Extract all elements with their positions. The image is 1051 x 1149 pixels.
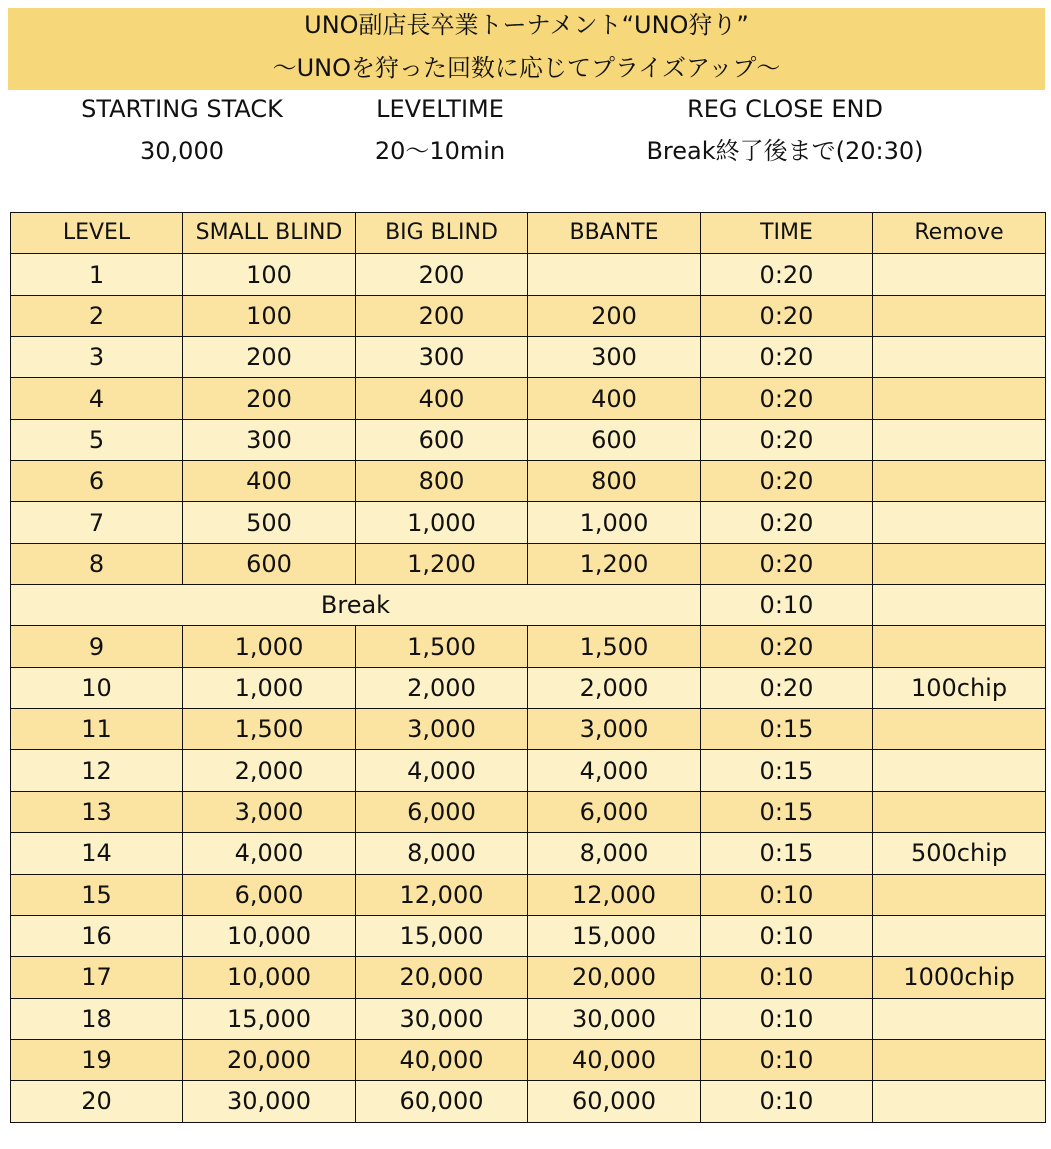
cell-bb: 60,000: [356, 1081, 528, 1122]
cell-time: 0:20: [701, 626, 873, 667]
title-banner: [8, 8, 1045, 90]
cell-ante: [528, 254, 701, 295]
cell-bb: 20,000: [356, 957, 528, 998]
cell-sb: 500: [183, 502, 356, 543]
starting-stack-value: 30,000: [140, 137, 224, 165]
cell-ante: 1,200: [528, 543, 701, 584]
cell-sb: 3,000: [183, 791, 356, 832]
level-time-label: LEVELTIME: [376, 95, 504, 123]
cell-ante: 30,000: [528, 998, 701, 1039]
cell-sb: 1,000: [183, 626, 356, 667]
break-label: Break: [11, 585, 701, 626]
cell-remove: [873, 378, 1046, 419]
cell-remove: [873, 502, 1046, 543]
table-row: [11, 295, 1046, 336]
cell-ante: 200: [528, 295, 701, 336]
cell-level: 3: [11, 337, 183, 378]
cell-level: 6: [11, 461, 183, 502]
cell-ante: 12,000: [528, 874, 701, 915]
cell-level: 16: [11, 915, 183, 956]
header-time: TIME: [701, 213, 873, 254]
cell-level: 20: [11, 1081, 183, 1122]
cell-bb: 200: [356, 254, 528, 295]
cell-remove: [873, 750, 1046, 791]
table-row: [11, 543, 1046, 584]
cell-time: 0:15: [701, 750, 873, 791]
table-row: [11, 709, 1046, 750]
cell-bb: 12,000: [356, 874, 528, 915]
cell-level: 1: [11, 254, 183, 295]
cell-sb: 10,000: [183, 957, 356, 998]
cell-bb: 3,000: [356, 709, 528, 750]
cell-sb: 6,000: [183, 874, 356, 915]
level-time-value: 20〜10min: [374, 137, 506, 165]
cell-time: 0:10: [701, 957, 873, 998]
table-row: [11, 1039, 1046, 1080]
table-row: [11, 750, 1046, 791]
cell-time: 0:10: [701, 998, 873, 1039]
cell-ante: 1,000: [528, 502, 701, 543]
break-row: [11, 585, 1046, 626]
cell-sb: 600: [183, 543, 356, 584]
table-header-row: [11, 213, 1046, 254]
cell-time: 0:10: [701, 874, 873, 915]
table-row: [11, 998, 1046, 1039]
cell-bb: 8,000: [356, 833, 528, 874]
header-bb-ante: BBANTE: [528, 213, 701, 254]
cell-bb: 4,000: [356, 750, 528, 791]
cell-bb: 40,000: [356, 1039, 528, 1080]
cell-ante: 2,000: [528, 667, 701, 708]
cell-ante: 600: [528, 419, 701, 460]
table-row: [11, 254, 1046, 295]
table-row: [11, 957, 1046, 998]
cell-bb: 800: [356, 461, 528, 502]
cell-time: 0:20: [701, 378, 873, 419]
cell-remove: [873, 1081, 1046, 1122]
cell-sb: 1,000: [183, 667, 356, 708]
cell-remove: [873, 585, 1046, 626]
cell-sb: 1,500: [183, 709, 356, 750]
cell-sb: 10,000: [183, 915, 356, 956]
table-row: [11, 419, 1046, 460]
tournament-subtitle: 〜UNOを狩った回数に応じてプライズアップ〜: [272, 54, 781, 82]
cell-time: 0:15: [701, 833, 873, 874]
header-remove: Remove: [873, 213, 1046, 254]
cell-level: 14: [11, 833, 183, 874]
cell-ante: 60,000: [528, 1081, 701, 1122]
cell-level: 18: [11, 998, 183, 1039]
cell-sb: 100: [183, 254, 356, 295]
cell-level: 13: [11, 791, 183, 832]
cell-level: 10: [11, 667, 183, 708]
cell-bb: 1,000: [356, 502, 528, 543]
reg-close-value: Break終了後まで(20:30): [646, 137, 924, 165]
cell-time: 0:15: [701, 791, 873, 832]
cell-remove: [873, 543, 1046, 584]
cell-time: 0:10: [701, 1039, 873, 1080]
cell-time: 0:10: [701, 915, 873, 956]
table-row: [11, 337, 1046, 378]
cell-sb: 200: [183, 337, 356, 378]
cell-time: 0:10: [701, 585, 873, 626]
cell-sb: 15,000: [183, 998, 356, 1039]
cell-ante: 40,000: [528, 1039, 701, 1080]
cell-bb: 300: [356, 337, 528, 378]
cell-level: 19: [11, 1039, 183, 1080]
cell-sb: 200: [183, 378, 356, 419]
blind-structure-table: [10, 212, 1046, 1123]
table-row: [11, 833, 1046, 874]
cell-remove: [873, 254, 1046, 295]
reg-close-label: REG CLOSE END: [687, 95, 883, 123]
cell-time: 0:20: [701, 502, 873, 543]
cell-bb: 400: [356, 378, 528, 419]
cell-remove: [873, 419, 1046, 460]
cell-time: 0:20: [701, 461, 873, 502]
cell-sb: 20,000: [183, 1039, 356, 1080]
cell-remove: 500chip: [873, 833, 1046, 874]
cell-ante: 15,000: [528, 915, 701, 956]
header-big-blind: BIG BLIND: [356, 213, 528, 254]
cell-ante: 3,000: [528, 709, 701, 750]
cell-level: 9: [11, 626, 183, 667]
cell-remove: [873, 337, 1046, 378]
cell-time: 0:15: [701, 709, 873, 750]
cell-level: 17: [11, 957, 183, 998]
cell-bb: 600: [356, 419, 528, 460]
cell-ante: 8,000: [528, 833, 701, 874]
table-row: [11, 667, 1046, 708]
cell-time: 0:20: [701, 337, 873, 378]
cell-sb: 100: [183, 295, 356, 336]
cell-time: 0:10: [701, 1081, 873, 1122]
cell-ante: 1,500: [528, 626, 701, 667]
cell-remove: [873, 998, 1046, 1039]
cell-ante: 20,000: [528, 957, 701, 998]
cell-level: 5: [11, 419, 183, 460]
cell-bb: 1,200: [356, 543, 528, 584]
cell-sb: 4,000: [183, 833, 356, 874]
cell-level: 12: [11, 750, 183, 791]
cell-ante: 300: [528, 337, 701, 378]
table-row: [11, 874, 1046, 915]
cell-remove: [873, 915, 1046, 956]
cell-remove: [873, 626, 1046, 667]
cell-level: 2: [11, 295, 183, 336]
starting-stack-label: STARTING STACK: [81, 95, 283, 123]
cell-bb: 2,000: [356, 667, 528, 708]
cell-sb: 30,000: [183, 1081, 356, 1122]
cell-level: 15: [11, 874, 183, 915]
header-small-blind: SMALL BLIND: [183, 213, 356, 254]
cell-remove: 1000chip: [873, 957, 1046, 998]
cell-time: 0:20: [701, 254, 873, 295]
cell-level: 8: [11, 543, 183, 584]
cell-bb: 6,000: [356, 791, 528, 832]
cell-bb: 30,000: [356, 998, 528, 1039]
cell-ante: 400: [528, 378, 701, 419]
table-row: [11, 502, 1046, 543]
table-row: [11, 378, 1046, 419]
table-row: [11, 915, 1046, 956]
cell-time: 0:20: [701, 543, 873, 584]
cell-time: 0:20: [701, 419, 873, 460]
cell-remove: [873, 709, 1046, 750]
cell-bb: 15,000: [356, 915, 528, 956]
table-row: [11, 461, 1046, 502]
cell-time: 0:20: [701, 667, 873, 708]
cell-level: 4: [11, 378, 183, 419]
cell-remove: [873, 1039, 1046, 1080]
tournament-title: UNO副店長卒業トーナメント“UNO狩り”: [304, 11, 749, 39]
cell-ante: 6,000: [528, 791, 701, 832]
cell-level: 11: [11, 709, 183, 750]
cell-sb: 300: [183, 419, 356, 460]
table-row: [11, 791, 1046, 832]
table-row: [11, 1081, 1046, 1122]
cell-bb: 200: [356, 295, 528, 336]
cell-remove: [873, 874, 1046, 915]
cell-sb: 2,000: [183, 750, 356, 791]
table-row: [11, 626, 1046, 667]
cell-remove: 100chip: [873, 667, 1046, 708]
cell-bb: 1,500: [356, 626, 528, 667]
cell-level: 7: [11, 502, 183, 543]
cell-ante: 4,000: [528, 750, 701, 791]
header-level: LEVEL: [11, 213, 183, 254]
cell-time: 0:20: [701, 295, 873, 336]
cell-ante: 800: [528, 461, 701, 502]
cell-remove: [873, 295, 1046, 336]
cell-remove: [873, 791, 1046, 832]
cell-remove: [873, 461, 1046, 502]
cell-sb: 400: [183, 461, 356, 502]
